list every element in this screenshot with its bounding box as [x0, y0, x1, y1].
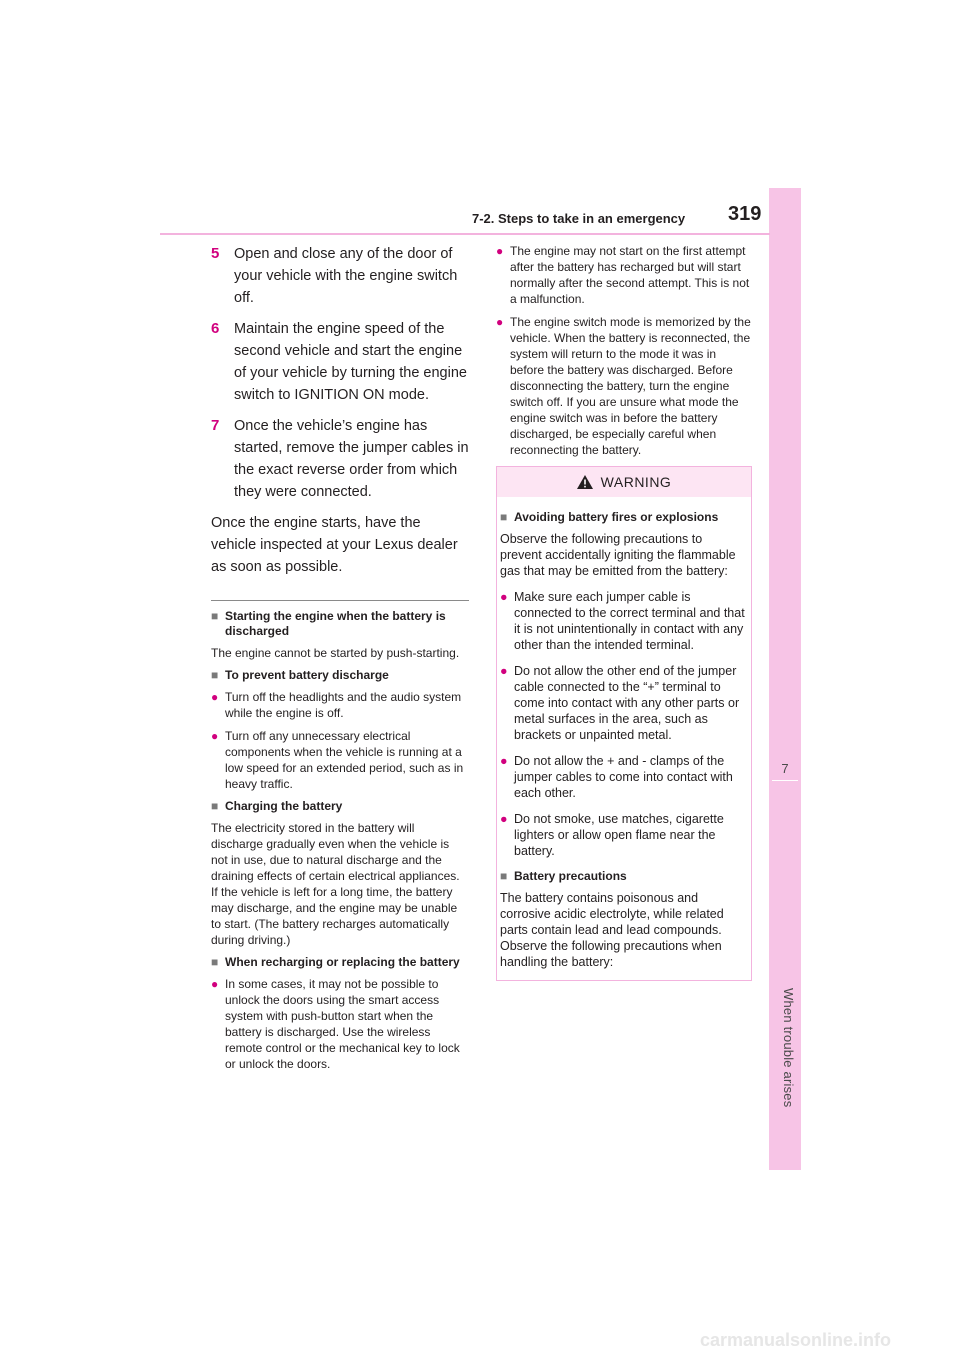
circle-bullet-icon: ● [500, 664, 508, 678]
right-column [496, 243, 752, 981]
chapter-divider [772, 780, 798, 781]
subheading: ■ Avoiding battery fires or explosions [500, 510, 719, 524]
list-item: ● In some cases, it may not be possible to unlock the doors using the smart access system with push-button start when the battery is discharged. Use the wireless remote control or the mechanical key to lock or unlock the doors. [211, 977, 460, 1071]
chapter-title: When trouble arises [781, 988, 796, 1108]
circle-bullet-icon: ● [496, 315, 504, 329]
subheading: ■ Battery precautions [500, 869, 627, 883]
warning-item: ● Do not smoke, use matches, cigarette lighters or allow open flame near the battery. [500, 812, 724, 858]
step-text: Once the vehicle’s engine has started, remove the jumper cables in the exact reverse order from which they were connected. [234, 418, 469, 500]
list-item: ● Turn off the headlights and the audio system while the engine is off. [211, 690, 462, 720]
section-divider [211, 600, 469, 601]
step-number: 7 [211, 417, 220, 434]
warning-paragraph: Observe the following precautions to prevent accidentally igniting the flammable gas that may be emitted from the battery: [500, 532, 736, 578]
chapter-number: 7 [781, 761, 789, 776]
square-bullet-icon: ■ [211, 609, 219, 623]
warning-item: ● Make sure each jumper cable is connected to the correct terminal and that it is not unintentionally in contact with any other than the intended terminal. [500, 590, 745, 652]
warning-paragraph: The battery contains poisonous and corrosive acidic electrolyte, while related parts contain lead and lead compounds. Observe the following precautions when handling the battery: [500, 891, 724, 969]
subheading: ■ When recharging or replacing the battery [211, 955, 460, 969]
warning-box [496, 466, 752, 981]
warning-item: ● Do not allow the + and - clamps of the jumper cables to come into contact with each other. [500, 754, 733, 800]
list-item: ● The engine may not start on the first attempt after the battery has recharged but will start normally after the second attempt. This is not a malfunction. [496, 244, 750, 306]
circle-bullet-icon: ● [211, 729, 219, 743]
step-text: Open and close any of the door of your vehicle with the engine switch off. [234, 246, 458, 306]
warning-triangle-icon [577, 475, 593, 489]
step-item [211, 243, 469, 309]
info-paragraph: The engine cannot be started by push-starting. [211, 646, 460, 660]
step-item [211, 318, 469, 406]
subheading: ■ To prevent battery discharge [211, 668, 389, 682]
info-paragraph: The electricity stored in the battery will discharge gradually even when the vehicle is not in use, due to natural discharge and the draining effects of certain electrical appliances. If the vehicle is left for a long time, the battery may discharge, and the engine may be unable to start. (The battery recharges automatically during driving.) [211, 821, 460, 947]
circle-bullet-icon: ● [500, 754, 508, 768]
list-item: ● The engine switch mode is memorized by the vehicle. When the battery is reconnected, the system will return to the mode it was in before the battery was discharged. Before disconnecting the battery, turn the engine switch off. If you are unsure what mode the engine switch was in before the battery discharged, be especially careful when reconnecting the battery. [496, 315, 751, 457]
list-item: ● Turn off any unnecessary electrical components when the vehicle is running at a low speed for an extended period, such as in heavy traffic. [211, 729, 464, 791]
circle-bullet-icon: ● [211, 977, 219, 991]
circle-bullet-icon: ● [500, 590, 508, 604]
left-column [211, 243, 469, 1079]
subheading: ■ Starting the engine when the battery is discharged [211, 609, 446, 638]
warning-body [497, 497, 751, 980]
square-bullet-icon: ■ [500, 869, 508, 883]
step-text: Maintain the engine speed of the second vehicle and start the engine of your vehicle by turning the engine switch to IGNITION ON mode. [234, 321, 467, 403]
warning-header [497, 467, 751, 497]
chapter-tab [769, 188, 801, 1170]
step-number: 6 [211, 320, 220, 337]
circle-bullet-icon: ● [496, 244, 504, 258]
after-steps-note: Once the engine starts, have the vehicle inspected at your Lexus dealer as soon as possible. [211, 515, 458, 575]
step-item [211, 415, 469, 503]
section-title: 7-2. Steps to take in an emergency [472, 211, 686, 226]
warning-item: ● Do not allow the other end of the jumper cable connected to the “+” terminal to come into contact with any other parts or metal surfaces in the area, such as brackets or unpainted metal. [500, 664, 740, 742]
square-bullet-icon: ■ [500, 510, 508, 524]
watermark: carmanualsonline.info [700, 1330, 892, 1350]
subheading: ■ Charging the battery [211, 799, 343, 813]
header-rule [160, 233, 770, 235]
step-number: 5 [211, 245, 220, 262]
page-number: 319 [728, 203, 762, 225]
circle-bullet-icon: ● [500, 812, 508, 826]
square-bullet-icon: ■ [211, 799, 219, 813]
square-bullet-icon: ■ [211, 955, 219, 969]
square-bullet-icon: ■ [211, 668, 219, 682]
circle-bullet-icon: ● [211, 690, 219, 704]
warning-title: WARNING [600, 474, 672, 490]
